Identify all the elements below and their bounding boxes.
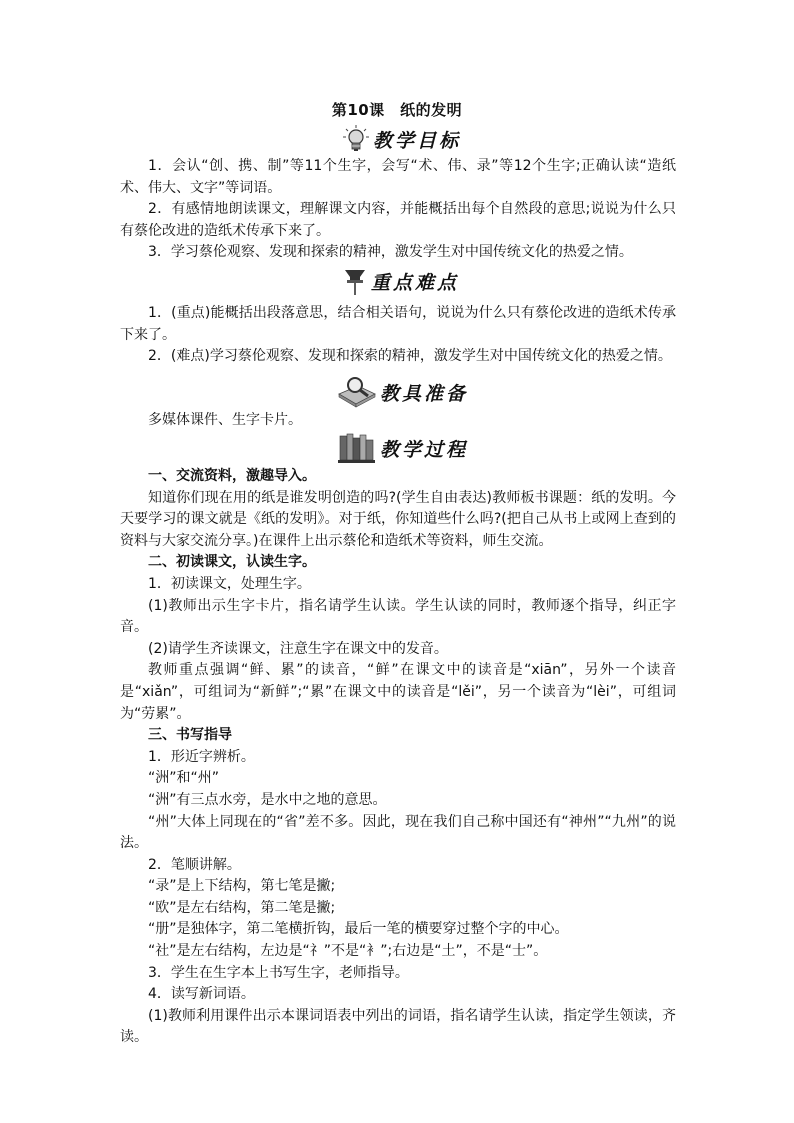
paragraph: “洲”和“州” (148, 770, 220, 787)
pushpin-icon (343, 266, 367, 296)
paragraph: 2．笔顺讲解。 (148, 856, 241, 873)
keypoint-item: 2．(难点)学习蔡伦观察、发现和探索的精神，激发学生对中国传统文化的热爱之情。 (148, 348, 672, 365)
paragraph: “册”是独体字，第二笔横折钩，最后一笔的横要穿过整个字的中心。 (148, 921, 569, 938)
lesson-title: 第10课 纸的发明 (331, 101, 463, 119)
objectives-section (120, 156, 676, 264)
paragraph: “录”是上下结构，第七笔是撇; (148, 878, 336, 895)
paragraph: “社”是左右结构，左边是“礻”不是“衤”;右边是“土”，不是“士”。 (148, 943, 548, 960)
banner-keypoints-label: 重点难点 (371, 271, 460, 294)
paragraph: “欧”是左右结构，第二笔是撇; (148, 899, 336, 916)
preparation-section (120, 410, 676, 432)
paragraph: (2)请学生齐读课文，注意生字在课文中的发音。 (148, 640, 448, 657)
keypoint-item: 1．(重点)能概括出段落意思，结合相关语句，说说为什么只有蔡伦改进的造纸术传承下来了。 (120, 305, 676, 343)
banner-objectives-label: 教学目标 (373, 129, 462, 152)
objective-item: 2．有感情地朗读课文，理解课文内容，并能概括出每个自然段的意思;说说为什么只有蔡伦改进的造纸术传承下来了。 (120, 201, 676, 239)
banner-objectives (343, 124, 461, 154)
paragraph: (1)教师出示生字卡片，指名请学生认读。学生认读的同时，教师逐个指导，纠正字音。 (120, 597, 676, 636)
process-section (120, 466, 676, 1049)
section-heading: 二、初读课文，认读生字。 (148, 554, 316, 571)
banner-keypoints (343, 266, 459, 296)
keypoints-section (120, 303, 676, 368)
paragraph: 4．读写新词语。 (148, 986, 255, 1003)
paragraph: 1．形近字辨析。 (148, 748, 255, 765)
paragraph: “洲”有三点水旁，是水中之地的意思。 (148, 791, 387, 808)
paragraph: “州”大体上同现在的“省”差不多。因此，现在我们自己称中国还有“神州”“九州”的说法。 (120, 813, 676, 852)
books-icon (338, 432, 376, 464)
paragraph: 1．初读课文，处理生字。 (148, 575, 311, 592)
preparation-item: 多媒体课件、生字卡片。 (148, 412, 302, 428)
paragraph: 知道你们现在用的纸是谁发明创造的吗?(学生自由表达)教师板书课题：纸的发明。今天要学习的课文就是《纸的发明》。对于纸，你知道些什么吗?(把自己从书上或网上查到的资料与大家交流分享。)在课件上出示蔡伦和造纸术等资料，师生交流。 (120, 489, 676, 549)
banner-process-label: 教学过程 (380, 438, 469, 461)
banner-preparation-label: 教具准备 (380, 382, 469, 405)
banner-preparation (338, 377, 468, 407)
paragraph: (1)教师利用课件出示本课词语表中列出的词语，指名请学生认读，指定学生领读，齐读。 (120, 1007, 676, 1046)
lightbulb-icon (343, 124, 369, 154)
banner-process (338, 433, 468, 463)
objective-item: 3．学习蔡伦观察、发现和探索的精神，激发学生对中国传统文化的热爱之情。 (148, 244, 633, 261)
magnifier-book-icon (338, 376, 376, 408)
objective-item: 1．会认“创、携、制”等11个生字，会写“术、伟、录”等12个生字;正确认读“造纸术、伟大、文字”等词语。 (120, 158, 676, 196)
section-heading: 三、书写指导 (148, 727, 232, 744)
paragraph: 3．学生在生字本上书写生字，老师指导。 (148, 964, 409, 981)
section-heading: 一、交流资料，激趣导入。 (148, 468, 316, 484)
paragraph: 教师重点强调“鲜、累”的读音，“鲜”在课文中的读音是“xiān”，另外一个读音是“xiǎn”，可组词为“新鲜”;“累”在课文中的读音是“lěi”，另一个读音为“lèi”，可组词为“劳累”。 (120, 662, 676, 722)
